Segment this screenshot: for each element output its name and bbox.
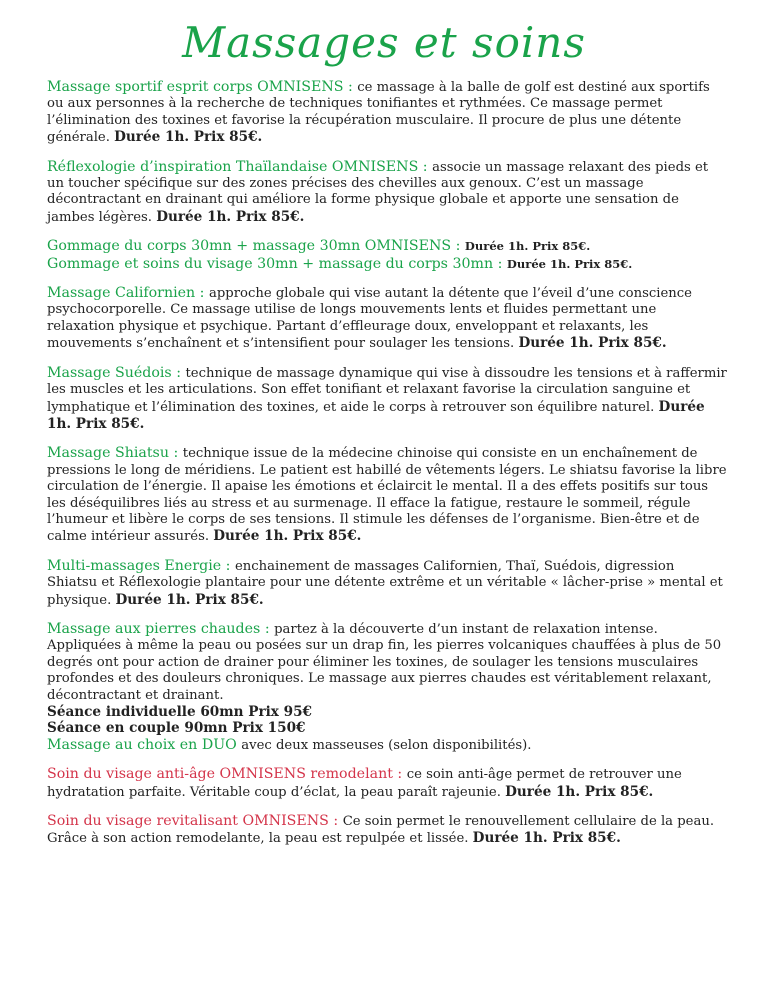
service-entry-multi-massages xyxy=(47,558,727,609)
service-name: Soin du visage anti-âge OMNISENS remodelant : xyxy=(47,766,407,783)
service-description: ce massage à la balle de golf est destiné aux sportifs ou aux personnes à la recherche de techniques tonifiantes et rythmées. Ce massage permet l’élimination des toxines et favorise la récupération musculaire. Il procure de plus une détente générale. xyxy=(47,80,710,146)
service-price: Durée 1h. Prix 85€. xyxy=(213,528,362,545)
service-price: Durée 1h. Prix 85€. xyxy=(47,398,705,432)
service-name: Massage Suédois : xyxy=(47,364,186,381)
services-list xyxy=(47,79,727,848)
service-name: Gommage du corps 30mn + massage 30mn OMNISENS : xyxy=(47,238,465,255)
duo-option-description: avec deux masseuses (selon disponibilités). xyxy=(241,737,532,753)
service-description: Ce soin permet le renouvellement cellulaire de la peau. Grâce à son action remodelante, la peau est repulpée et lissée. xyxy=(47,814,715,847)
service-entry-reflexologie xyxy=(47,159,727,227)
page-title: Massages et soins xyxy=(182,18,586,67)
service-price: Durée 1h. Prix 85€. xyxy=(464,239,591,254)
service-description: ce soin anti-âge permet de retrouver une hydratation parfaite. Véritable coup d’éclat, la peau paraît rajeunie. xyxy=(47,767,682,800)
service-name: Massage Californien : xyxy=(47,285,209,302)
service-price: Durée 1h. Prix 85€. xyxy=(115,591,264,608)
service-entry-sportif xyxy=(47,79,727,147)
service-entry-californien xyxy=(47,285,727,353)
service-description: approche globale qui vise autant la détente que l’éveil d’une conscience psychocorporelle. Ce massage utilise de longs mouvements lents et fluides permettant une relaxation physique et psychique. Partant d’effleurage doux, enveloppant et relaxants, les mouvements s’enchaînent et s’intensifient pour soulager les tensions. xyxy=(47,286,692,352)
service-entry-suedois xyxy=(47,365,727,434)
service-description: partez à la découverte d’un instant de relaxation intense. Appliquées à même la peau ou posées sur un drap fin, les pierres volcaniques chauffées à plus de 50 degrés ont pour action de drainer pour éliminer les toxines, de soulager les tensions musculaires profondes et des douleurs chroniques. Le massage aux pierres chaudes est véritablement relaxant, décontractant et drainant. xyxy=(47,621,722,703)
service-description: enchainement de massages Californien, Thaï, Suédois, digression Shiatsu et Réflexologie plantaire pour une détente extrême et un véritable « lâcher-prise » mental et physique. xyxy=(47,558,723,608)
service-entry-revitalisant xyxy=(47,813,727,848)
service-description: technique issue de la médecine chinoise qui consiste en un enchaînement de pressions le long de méridiens. Le patient est habillé de vêtements légers. Le shiatsu favorise la libre circulation de l’énergie. Il apaise les émotions et éclaircit le mental. Il a des effets positifs sur tous les déséquilibres liés au stress et au surmenage. Il efface la fatigue, restaure le sommeil, régule l’humeur et libère le corps de ses tensions. Il stimule les défenses de l’organisme. Bien-être et de calme intérieur assurés. xyxy=(47,446,727,545)
service-line-gommage-corps xyxy=(47,238,727,255)
duo-option xyxy=(47,737,727,754)
service-entry-gommages xyxy=(47,238,727,273)
service-price: Durée 1h. Prix 85€. xyxy=(506,256,633,271)
service-entry-anti-age xyxy=(47,766,727,801)
service-price: Durée 1h. Prix 85€. xyxy=(505,783,654,800)
service-price: Durée 1h. Prix 85€. xyxy=(518,335,667,352)
service-entry-pierres-chaudes xyxy=(47,621,727,754)
service-entry-shiatsu xyxy=(47,445,727,545)
service-price: Durée 1h. Prix 85€. xyxy=(472,830,621,847)
session-individual-price: Séance individuelle 60mn Prix 95€ xyxy=(47,704,313,720)
service-price: Durée 1h. Prix 85€. xyxy=(114,129,263,146)
service-description: technique de massage dynamique qui vise à dissoudre les tensions et à raffermir les muscles et les articulations. Son effet tonifiant et relaxant favorise la circulation sanguine et lymphatique et l’élimination des toxines, et aide le corps à retrouver son équilibre naturel. xyxy=(47,365,727,415)
session-couple-price: Séance en couple 90mn Prix 150€ xyxy=(47,720,306,737)
service-name: Soin du visage revitalisant OMNISENS : xyxy=(47,813,343,830)
service-price: Durée 1h. Prix 85€. xyxy=(156,208,305,225)
service-name: Massage aux pierres chaudes : xyxy=(47,620,275,637)
service-name: Multi-massages Energie : xyxy=(47,557,235,574)
duo-option-name: Massage au choix en DUO xyxy=(47,736,242,753)
service-name: Massage Shiatsu : xyxy=(47,445,183,462)
service-name: Gommage et soins du visage 30mn + massage du corps 30mn : xyxy=(47,255,507,272)
service-description: associe un massage relaxant des pieds et un toucher spécifique sur des zones précises des chevilles aux genoux. C’est un massage décontractant en drainant qui améliore la forme physique globale et apporte une sensation de jambes légères. xyxy=(47,159,709,225)
service-name: Massage sportif esprit corps OMNISENS : xyxy=(47,79,358,95)
service-line-gommage-visage xyxy=(47,256,727,273)
service-name: Réflexologie d’inspiration Thaïlandaise OMNISENS : xyxy=(47,158,433,175)
